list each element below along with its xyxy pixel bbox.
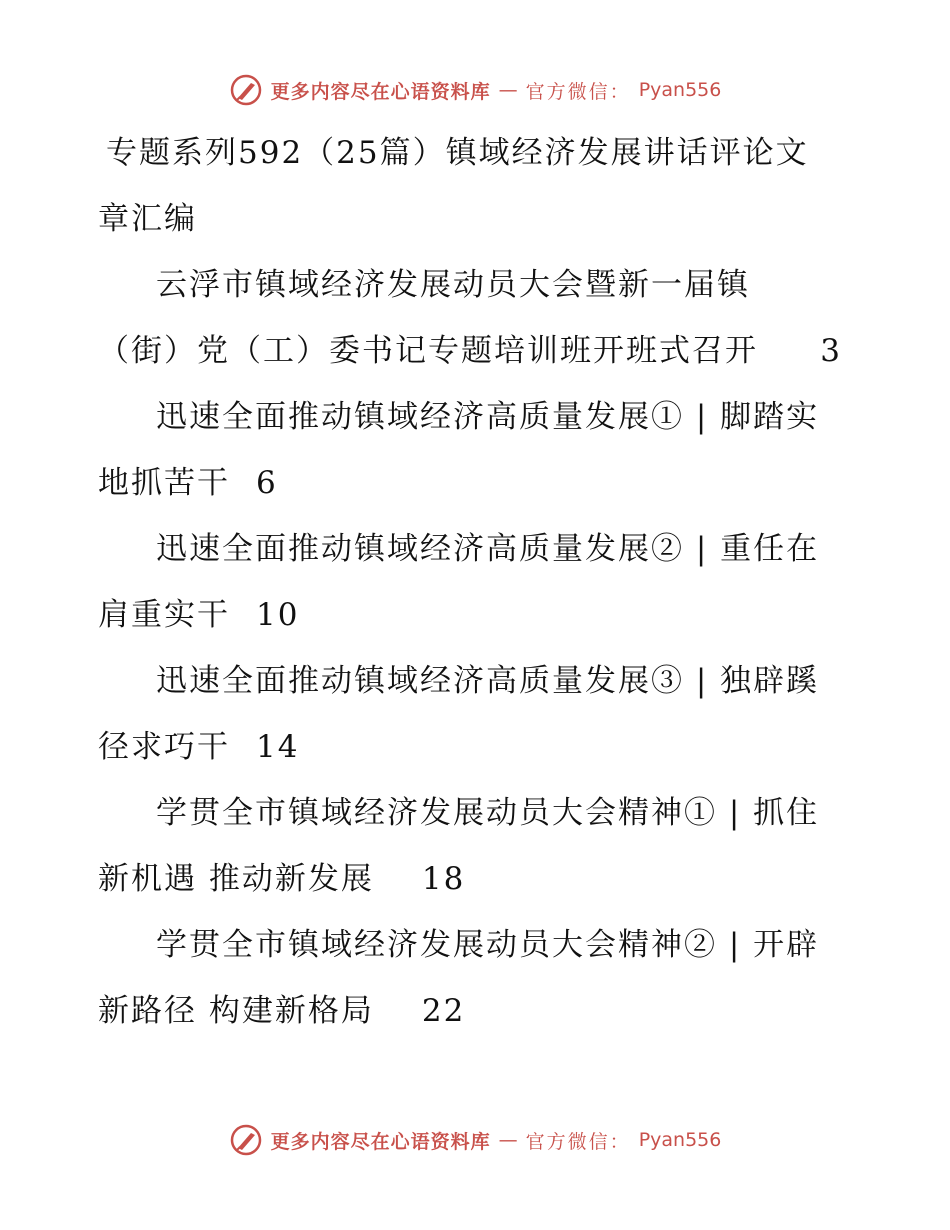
- quill-pen-logo-icon: [229, 73, 263, 107]
- toc-entry[interactable]: [98, 912, 858, 1044]
- toc-entry-page-number: 10: [256, 597, 300, 633]
- toc-entry-title-continuation: 肩重实干: [98, 597, 230, 633]
- doc-title-line-1: 专题系列592（25篇）镇域经济发展讲话评论文: [106, 135, 809, 171]
- toc-entry-line-1: 学贯全市镇域经济发展动员大会精神① | 抓住: [156, 795, 820, 831]
- doc-title-line-2: 章汇编: [98, 201, 197, 237]
- header-watermark: [0, 70, 950, 110]
- watermark-label: 官方微信：: [525, 1130, 631, 1153]
- toc-document: [98, 120, 858, 1044]
- watermark-dash: —: [498, 1129, 518, 1151]
- toc-entry-title-continuation: （街）党（工）委书记专题培训班开班式召开: [98, 333, 758, 369]
- toc-entry-page-number: 3: [820, 333, 842, 369]
- toc-entry-title-continuation: 新路径 构建新格局: [98, 993, 374, 1029]
- toc-entry-page-number: 6: [256, 465, 278, 501]
- toc-entry[interactable]: [98, 780, 858, 912]
- toc-entry[interactable]: [98, 516, 858, 648]
- toc-entry-line-1: 学贯全市镇域经济发展动员大会精神② | 开辟: [156, 927, 820, 963]
- toc-entry[interactable]: [98, 384, 858, 516]
- watermark-brand: 更多内容尽在心语资料库: [270, 1130, 491, 1153]
- watermark-dash: —: [498, 79, 518, 101]
- toc-entry-line-2: [98, 582, 858, 648]
- watermark-brand: 更多内容尽在心语资料库: [270, 80, 491, 103]
- watermark-label: 官方微信：: [525, 80, 631, 103]
- watermark-wechat-id: Pyan556: [638, 79, 722, 101]
- toc-entry-page-number: 18: [421, 861, 466, 897]
- toc-entry-line-2: [98, 714, 858, 780]
- toc-entry-page-number: 14: [256, 729, 300, 765]
- toc-entry-line-2: [98, 450, 858, 516]
- toc-entry-line-1: 迅速全面推动镇域经济高质量发展③ | 独辟蹊: [156, 663, 820, 699]
- toc-entry-line-2: [98, 846, 858, 912]
- footer-watermark: [0, 1120, 950, 1160]
- toc-entry-line-2: [98, 978, 858, 1044]
- toc-entry-line-1: 云浮市镇域经济发展动员大会暨新一届镇: [156, 267, 750, 303]
- toc-entry[interactable]: [98, 252, 858, 384]
- watermark-wechat-id: Pyan556: [638, 1129, 722, 1151]
- toc-entry-page-number: 22: [421, 993, 466, 1029]
- toc-entry-line-1: 迅速全面推动镇域经济高质量发展② | 重任在: [156, 531, 820, 567]
- toc-entry-line-2: [98, 318, 858, 384]
- toc-entry-title-continuation: 新机遇 推动新发展: [98, 861, 374, 897]
- toc-entry[interactable]: [98, 648, 858, 780]
- quill-pen-logo-icon: [229, 1123, 263, 1157]
- toc-entry-title-continuation: 地抓苦干: [98, 465, 230, 501]
- toc-entry-line-1: 迅速全面推动镇域经济高质量发展① | 脚踏实: [156, 399, 820, 435]
- toc-entry-title-continuation: 径求巧干: [98, 729, 230, 765]
